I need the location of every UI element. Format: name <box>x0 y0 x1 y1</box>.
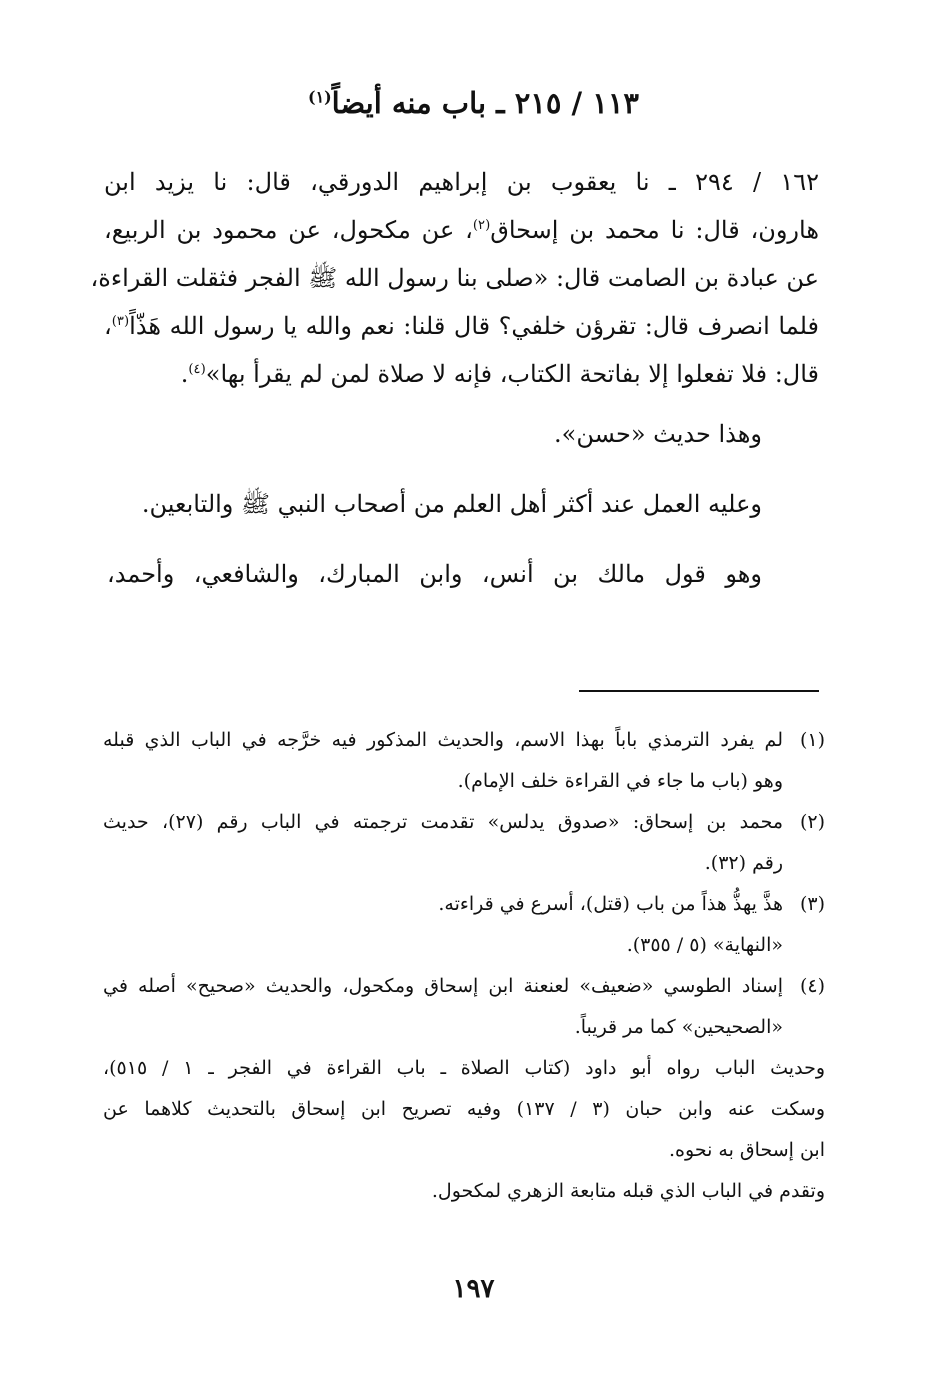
hadith-line-4-text: فلما انصرف قال: تقرؤن خلفي؟ قال قلنا: نعم والله يا رسول الله هَذّاً <box>129 312 819 340</box>
footnote-text <box>103 884 783 966</box>
footnote-divider <box>579 690 819 692</box>
footnote-line: وسكت عنه وابن حبان (٣ / ١٣٧) وفيه تصريح ابن إسحاق بالتحديث كلاهما عن <box>103 1098 826 1120</box>
footnote-number: (٢) <box>799 811 825 833</box>
footnote-ref-4: (٤) <box>188 362 206 377</box>
footnote-4 <box>103 966 825 1048</box>
practice-paragraph: وعليه العمل عند أكثر أهل العلم من أصحاب النبي ﷺ والتابعين. <box>141 490 762 518</box>
chapter-heading-text: ١١٣ / ٢١٥ ـ باب منه أيضاً <box>331 86 639 120</box>
page-number: ١٩٧ <box>452 1274 495 1304</box>
footnote-line: لم يفرد الترمذي باباً بهذا الاسم، والحديث المذكور فيه خرَّجه في الباب الذي قبله <box>103 729 783 751</box>
footnote-line: ابن إسحاق به نحوه. <box>669 1139 825 1161</box>
hadith-line-4-tail: ، <box>104 312 112 340</box>
hadith-text <box>90 158 820 398</box>
footnote-line: إسناد الطوسي «ضعيف» لعنعنة ابن إسحاق ومكحول، والحديث «صحيح» أصله في <box>103 975 783 997</box>
footnote-number: (٤) <box>799 975 825 997</box>
chapter-heading <box>0 86 947 120</box>
footnote-line: رقم (٣٢). <box>704 852 783 874</box>
hadith-line-4 <box>104 302 819 350</box>
hadith-line-2-text: هارون، قال: نا محمد بن إسحاق <box>490 216 819 244</box>
hadith-line-3: عن عبادة بن الصامت قال: «صلى بنا رسول الله ﷺ الفجر فثقلت القراءة، <box>90 264 819 292</box>
hadith-line-5-text: قال: فلا تفعلوا إلا بفاتحة الكتاب، فإنه لا صلاة لمن لم يقرأ بها» <box>205 360 819 388</box>
footnote-line: وهو (باب ما جاء في القراءة خلف الإمام). <box>457 770 783 792</box>
footnote-line: «الصحيحين» كما مر قريباً. <box>574 1016 783 1038</box>
footnote-number: (١) <box>799 729 825 751</box>
footnote-text <box>103 966 783 1048</box>
footnote-line: هذَّ يهذُّ هذاً من باب (قتل)، أسرع في قراءته. <box>438 893 783 915</box>
footnote-ref-2: (٢) <box>472 218 491 233</box>
hadith-line-1: ١٦٢ / ٢٩٤ ـ نا يعقوب بن إبراهيم الدورقي، قال: نا يزيد ابن <box>104 168 820 196</box>
footnote-line: وتقدم في الباب الذي قبله متابعة الزهري لمكحول. <box>431 1180 825 1202</box>
footnote-1 <box>103 720 825 802</box>
hadith-line-2-tail: ، عن مكحول، عن محمود بن الربيع، <box>104 216 473 244</box>
footnote-line: وحديث الباب رواه أبو داود (كتاب الصلاة ـ باب القراءة في الفجر ـ ١ / ٥١٥)، <box>103 1057 825 1079</box>
hadith-line-2 <box>104 206 819 254</box>
hadith-line-5 <box>104 350 819 398</box>
footnote-4-continuation <box>103 1048 825 1212</box>
footnote-line: «النهاية» (٥ / ٣٥٥). <box>626 934 783 956</box>
hadith-line-5-tail: . <box>180 360 189 388</box>
scholars-paragraph: وهو قول مالك بن أنس، وابن المبارك، والشافعي، وأحمد، <box>107 560 762 588</box>
footnote-number: (٣) <box>799 893 825 915</box>
footnote-line: محمد بن إسحاق: «صدوق يدلس» تقدمت ترجمته في الباب رقم (٢٧)، حديث <box>103 811 784 833</box>
footnotes-section <box>103 720 825 1212</box>
footnote-text <box>103 802 783 884</box>
footnote-text <box>103 720 783 802</box>
footnote-2 <box>103 802 825 884</box>
grading-paragraph: وهذا حديث «حسن». <box>554 420 762 448</box>
footnote-ref-1: (١) <box>308 87 332 107</box>
footnote-ref-3: (٣) <box>111 314 130 329</box>
footnote-3 <box>103 884 825 966</box>
